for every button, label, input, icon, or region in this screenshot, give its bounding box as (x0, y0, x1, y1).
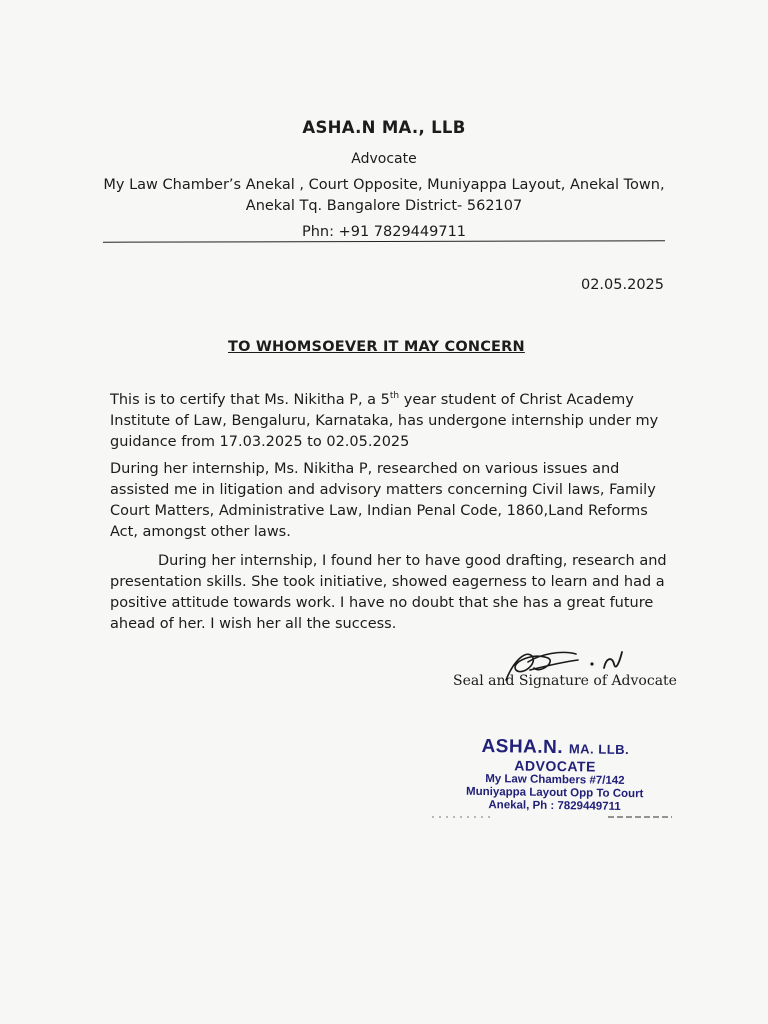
address-line-1: My Law Chamber’s Anekal , Court Opposite, Muniyappa Layout, Anekal Town, (103, 177, 665, 193)
ordinal-suffix: th (389, 391, 400, 402)
seal-advocate-name: ASHA.N. (481, 735, 564, 759)
phone-number: Phn: +91 7829449711 (301, 224, 467, 240)
header-divider (103, 240, 665, 242)
advocate-seal (429, 735, 680, 814)
letter-body (110, 390, 670, 641)
para1-text-end: year student of Christ Academy Institute of Law, Bengaluru, Karnataka, has undergone internship under my guidance from 17.03.2025 to 02.05.2025 (110, 392, 659, 450)
advocate-name: ASHA.N MA., LLB (302, 118, 466, 137)
seal-location: Muniyappa Layout Opp To Court (465, 785, 644, 801)
address-line-2: Anekal Tq. Bangalore District- 562107 (245, 198, 523, 214)
advocate-title: Advocate (351, 151, 417, 167)
paragraph-work: During her internship, Ms. Nikitha P, researched on various issues and assisted me in litigation and advisory matters concerning Civil laws, Family Court Matters, Administrative Law, Indian Penal Code, 1860,Land Reforms Act, amongst other laws. (110, 461, 656, 540)
letterhead (90, 118, 678, 240)
paragraph-certification (110, 390, 670, 453)
para1-text-start: This is to certify that Ms. Nikitha P, a 5 (110, 392, 390, 408)
letter-date: 02.05.2025 (580, 277, 664, 293)
signature-caption: Seal and Signature of Advocate (453, 673, 677, 689)
seal-chamber: My Law Chambers #7/142 (485, 773, 625, 787)
letter-heading: TO WHOMSOEVER IT MAY CONCERN (228, 339, 525, 355)
paragraph-assessment: During her internship, I found her to have good drafting, research and presentation skills. She took initiative, showed eagerness to learn and had a positive attitude towards work. I have no doubt that she has a great future ahead of her. I wish her all the success. (110, 553, 667, 632)
seal-qualification: MA. LLB. (568, 741, 630, 758)
seal-underline (432, 814, 672, 820)
seal-role: ADVOCATE (514, 757, 596, 775)
seal-phone: Anekal, Ph : 7829449711 (488, 799, 621, 813)
